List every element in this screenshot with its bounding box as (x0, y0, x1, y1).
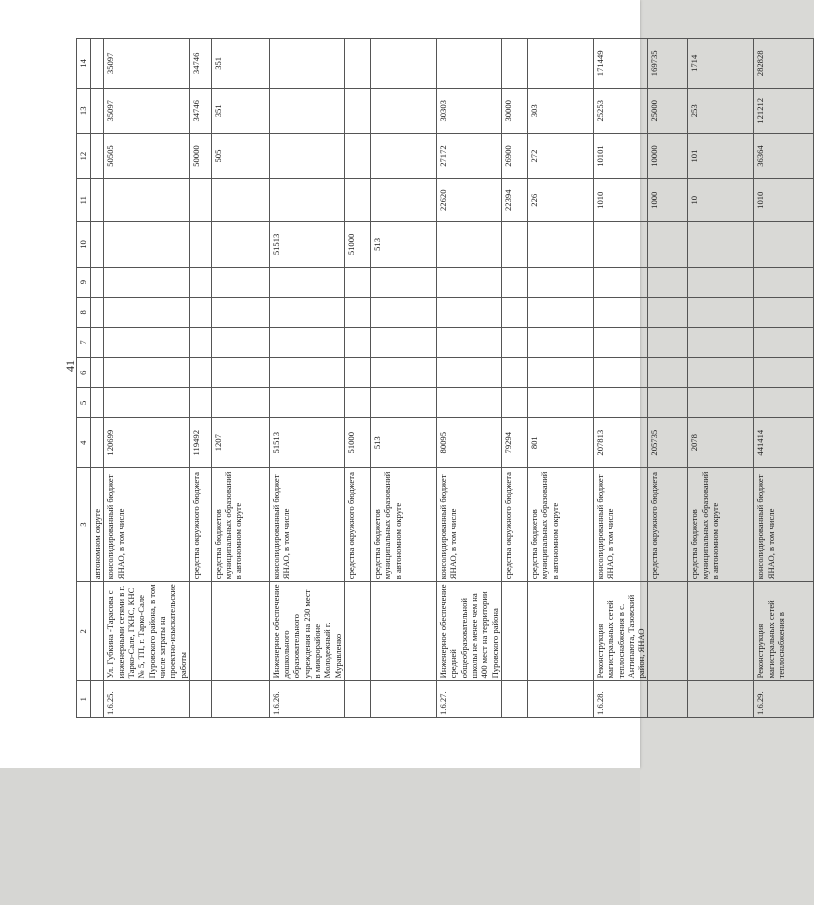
table-cell: 34746 (189, 39, 211, 89)
table-cell: 505 (211, 133, 269, 178)
table-cell: консолидированный бюджет ЯНАО, в том числе (593, 467, 648, 581)
table-cell: средства бюджетов муниципальных образований в автономном округе (688, 467, 754, 581)
table-cell (345, 133, 371, 178)
table-cell (104, 327, 190, 357)
table-cell: 226 (527, 179, 593, 222)
table-cell (501, 222, 527, 267)
column-header: 5 (77, 388, 91, 418)
table-cell: 30000 (501, 88, 527, 133)
table-cell (104, 267, 190, 297)
table-cell (371, 388, 437, 418)
table-cell (211, 297, 269, 327)
table-cell (648, 267, 688, 297)
table-cell: 253 (688, 88, 754, 133)
table-cell (501, 297, 527, 327)
table-cell (648, 582, 688, 681)
table-cell (345, 179, 371, 222)
table-cell: 22394 (501, 179, 527, 222)
table-cell (211, 222, 269, 267)
table-cell (648, 327, 688, 357)
table-row (501, 39, 527, 718)
table-cell: 80095 (437, 418, 502, 468)
table-cell (345, 297, 371, 327)
table-cell (211, 681, 269, 718)
table-cell (345, 267, 371, 297)
table-cell: 1.6.28. (593, 681, 648, 718)
table-row (104, 39, 190, 718)
table-cell (648, 358, 688, 388)
table-cell (501, 388, 527, 418)
column-header: 12 (77, 133, 91, 178)
table-cell (501, 267, 527, 297)
table-cell: средства бюджетов муниципальных образований в автономном округе (211, 467, 269, 581)
table-cell (104, 179, 190, 222)
table-cell: 351 (211, 39, 269, 89)
table-row (527, 39, 593, 718)
table-cell (688, 327, 754, 357)
table-cell: 10101 (593, 133, 648, 178)
table-cell: 513 (371, 418, 437, 468)
table-cell (345, 582, 371, 681)
table-cell (91, 418, 104, 468)
table-cell (91, 39, 104, 89)
scan-background (0, 768, 640, 905)
table-cell: 79294 (501, 418, 527, 468)
table-cell: 119492 (189, 418, 211, 468)
table-cell (345, 388, 371, 418)
table-cell (371, 327, 437, 357)
table-cell (269, 327, 344, 357)
column-header: 9 (77, 267, 91, 297)
column-header: 14 (77, 39, 91, 89)
table-cell (593, 297, 648, 327)
table-cell (91, 358, 104, 388)
table-cell: 441414 (754, 418, 814, 468)
table-cell: 51000 (345, 222, 371, 267)
table-cell: 1010 (593, 179, 648, 222)
table-cell (345, 88, 371, 133)
table-cell (688, 358, 754, 388)
table-row (189, 39, 211, 718)
table-cell: 51513 (269, 418, 344, 468)
table-cell (527, 267, 593, 297)
table-cell (189, 582, 211, 681)
table-cell: 205735 (648, 418, 688, 468)
table-cell: консолидированный бюджет ЯНАО, в том числе (754, 467, 814, 581)
table-cell (527, 388, 593, 418)
table-cell (501, 582, 527, 681)
table-cell: 50000 (189, 133, 211, 178)
table-cell (189, 297, 211, 327)
column-header: 11 (77, 179, 91, 222)
table-cell: 351 (211, 88, 269, 133)
table-cell: 1.6.27. (437, 681, 502, 718)
table-cell (501, 681, 527, 718)
table-cell (211, 267, 269, 297)
table-cell (688, 388, 754, 418)
table-cell: консолидированный бюджет ЯНАО, в том числе (269, 467, 344, 581)
header-row (77, 39, 91, 718)
column-header: 13 (77, 88, 91, 133)
table-cell: 26900 (501, 133, 527, 178)
table-cell: 1.6.25. (104, 681, 190, 718)
table-cell: 303 (527, 88, 593, 133)
table-cell: 35097 (104, 39, 190, 89)
table-cell: средства бюджетов муниципальных образований в автономном округе (527, 467, 593, 581)
table-cell: 801 (527, 418, 593, 468)
table-cell (437, 297, 502, 327)
column-header: 1 (77, 681, 91, 718)
table-cell (501, 358, 527, 388)
table-cell (527, 358, 593, 388)
table-cell (437, 267, 502, 297)
table-row (345, 39, 371, 718)
table-cell: средства окружного бюджета (189, 467, 211, 581)
table-cell: средства бюджетов муниципальных образований в автономном округе (371, 467, 437, 581)
table-cell (345, 681, 371, 718)
table-cell (91, 133, 104, 178)
column-header: 7 (77, 327, 91, 357)
table-cell (189, 179, 211, 222)
table-cell: 101 (688, 133, 754, 178)
table-cell (91, 179, 104, 222)
table-cell: 25253 (593, 88, 648, 133)
table-cell (437, 327, 502, 357)
table-cell (269, 267, 344, 297)
table-cell (437, 222, 502, 267)
table-cell: 30303 (437, 88, 502, 133)
table-cell (437, 388, 502, 418)
table-cell: консолидированный бюджет ЯНАО, в том числе (437, 467, 502, 581)
table-cell: 207813 (593, 418, 648, 468)
table-cell (688, 222, 754, 267)
table-cell (371, 88, 437, 133)
table-cell (754, 388, 814, 418)
table-cell: 27172 (437, 133, 502, 178)
table-cell: 51513 (269, 222, 344, 267)
table-cell: 1.6.29. (754, 681, 814, 718)
table-cell (345, 39, 371, 89)
table-cell (269, 39, 344, 89)
table-cell: 282828 (754, 39, 814, 89)
table-cell (371, 39, 437, 89)
table-cell (371, 133, 437, 178)
table-cell (648, 681, 688, 718)
table-cell (371, 297, 437, 327)
table-cell: 120699 (104, 418, 190, 468)
table-cell (269, 179, 344, 222)
table-cell (345, 327, 371, 357)
table-cell (189, 327, 211, 357)
table-cell (104, 297, 190, 327)
table-row (437, 39, 502, 718)
budget-table (76, 38, 814, 718)
table-cell (437, 39, 502, 89)
table-cell (688, 267, 754, 297)
table-cell: 34746 (189, 88, 211, 133)
table-cell (189, 388, 211, 418)
table-cell (437, 358, 502, 388)
table-cell (345, 358, 371, 388)
column-header: 6 (77, 358, 91, 388)
table-cell (593, 327, 648, 357)
table-cell (754, 222, 814, 267)
column-header: 4 (77, 418, 91, 468)
table-cell (754, 358, 814, 388)
table-cell (754, 327, 814, 357)
table-cell: средства окружного бюджета (501, 467, 527, 581)
table-cell (593, 267, 648, 297)
table-cell (527, 222, 593, 267)
table-cell: 272 (527, 133, 593, 178)
table-cell: консолидированный бюджет ЯНАО, в том числе (104, 467, 190, 581)
table-cell: средства окружного бюджета (648, 467, 688, 581)
table-cell (269, 388, 344, 418)
table-cell (91, 388, 104, 418)
table-cell: 10 (688, 179, 754, 222)
table-row (211, 39, 269, 718)
table-cell (648, 388, 688, 418)
table-cell (501, 39, 527, 89)
table-cell (211, 358, 269, 388)
table-cell (527, 327, 593, 357)
table-cell: Реконструкция магистральных сетей теплоснабжения в с. Антипаюта, Тазовский район, ЯНАО (593, 582, 648, 681)
table-cell (269, 297, 344, 327)
table-cell (189, 358, 211, 388)
table-cell (91, 297, 104, 327)
table-cell: автономном округе (91, 467, 104, 581)
table-cell: 1000 (648, 179, 688, 222)
column-header: 2 (77, 582, 91, 681)
table-cell (527, 582, 593, 681)
table-cell (91, 681, 104, 718)
table-cell (211, 388, 269, 418)
table-cell (688, 297, 754, 327)
table-cell: 10000 (648, 133, 688, 178)
table-cell (754, 267, 814, 297)
table-cell (91, 222, 104, 267)
table-cell: Инженерное обеспечение средней общеобразовательной школы не менее чем на 400 мест на территории Пуровского района (437, 582, 502, 681)
table-cell (593, 388, 648, 418)
table-cell (501, 327, 527, 357)
page-number: 41 (63, 360, 77, 372)
table-cell (648, 297, 688, 327)
table-cell: 22620 (437, 179, 502, 222)
table-cell: 513 (371, 222, 437, 267)
table-row (754, 39, 814, 718)
table-cell (211, 327, 269, 357)
table-cell (269, 133, 344, 178)
table-cell: 50505 (104, 133, 190, 178)
table-cell: 35097 (104, 88, 190, 133)
table-cell (91, 327, 104, 357)
table-cell (371, 358, 437, 388)
column-header: 3 (77, 467, 91, 581)
table-cell: Инженерное обеспечение дошкольного образовательного учреждения на 230 мест в микрорайоне Молодежный г. Муравленко (269, 582, 344, 681)
table-cell: 1010 (754, 179, 814, 222)
table-body (91, 39, 814, 718)
table-cell (371, 681, 437, 718)
table-cell: 2078 (688, 418, 754, 468)
table-cell: 36364 (754, 133, 814, 178)
table-cell (211, 179, 269, 222)
table-cell (91, 582, 104, 681)
table-cell (189, 681, 211, 718)
table-cell (527, 39, 593, 89)
table-cell (593, 222, 648, 267)
table-cell (754, 297, 814, 327)
table-cell: 171449 (593, 39, 648, 89)
table-cell (104, 388, 190, 418)
table-cell (371, 582, 437, 681)
table-cell (371, 179, 437, 222)
table-cell: 169735 (648, 39, 688, 89)
table-cell (91, 88, 104, 133)
table-cell: Реконструкция магистральных сетей теплоснабжения в (754, 582, 814, 681)
table-cell (269, 358, 344, 388)
table-cell (189, 222, 211, 267)
table-cell (527, 297, 593, 327)
table-row (593, 39, 648, 718)
table-row (648, 39, 688, 718)
table-cell: 1207 (211, 418, 269, 468)
table-cell (527, 681, 593, 718)
table-cell (104, 222, 190, 267)
table-cell (211, 582, 269, 681)
table-cell: Ул. Губкина -Тарасова с инженерными сетями в г. Тарко-Сале, ГКНС, КНС № 5, ТП, г. Тарко-Сале Пуровского района, в том числе затраты на проектно-изыскательские работы (104, 582, 190, 681)
table-cell (189, 267, 211, 297)
table-cell (688, 582, 754, 681)
table-cell: 121212 (754, 88, 814, 133)
table-cell (688, 681, 754, 718)
table-cell (371, 267, 437, 297)
table-row (269, 39, 344, 718)
table-cell: 1714 (688, 39, 754, 89)
column-header: 10 (77, 222, 91, 267)
table-cell: 25000 (648, 88, 688, 133)
table-cell (593, 358, 648, 388)
table-cell: 51000 (345, 418, 371, 468)
table-cell (648, 222, 688, 267)
table-cell (104, 358, 190, 388)
table-row (688, 39, 754, 718)
rotated-table-container (76, 38, 787, 718)
table-cell: средства окружного бюджета (345, 467, 371, 581)
table-row (371, 39, 437, 718)
table-cell (269, 88, 344, 133)
table-cell: 1.6.26. (269, 681, 344, 718)
column-header: 8 (77, 297, 91, 327)
table-cell (91, 267, 104, 297)
table-row (91, 39, 104, 718)
